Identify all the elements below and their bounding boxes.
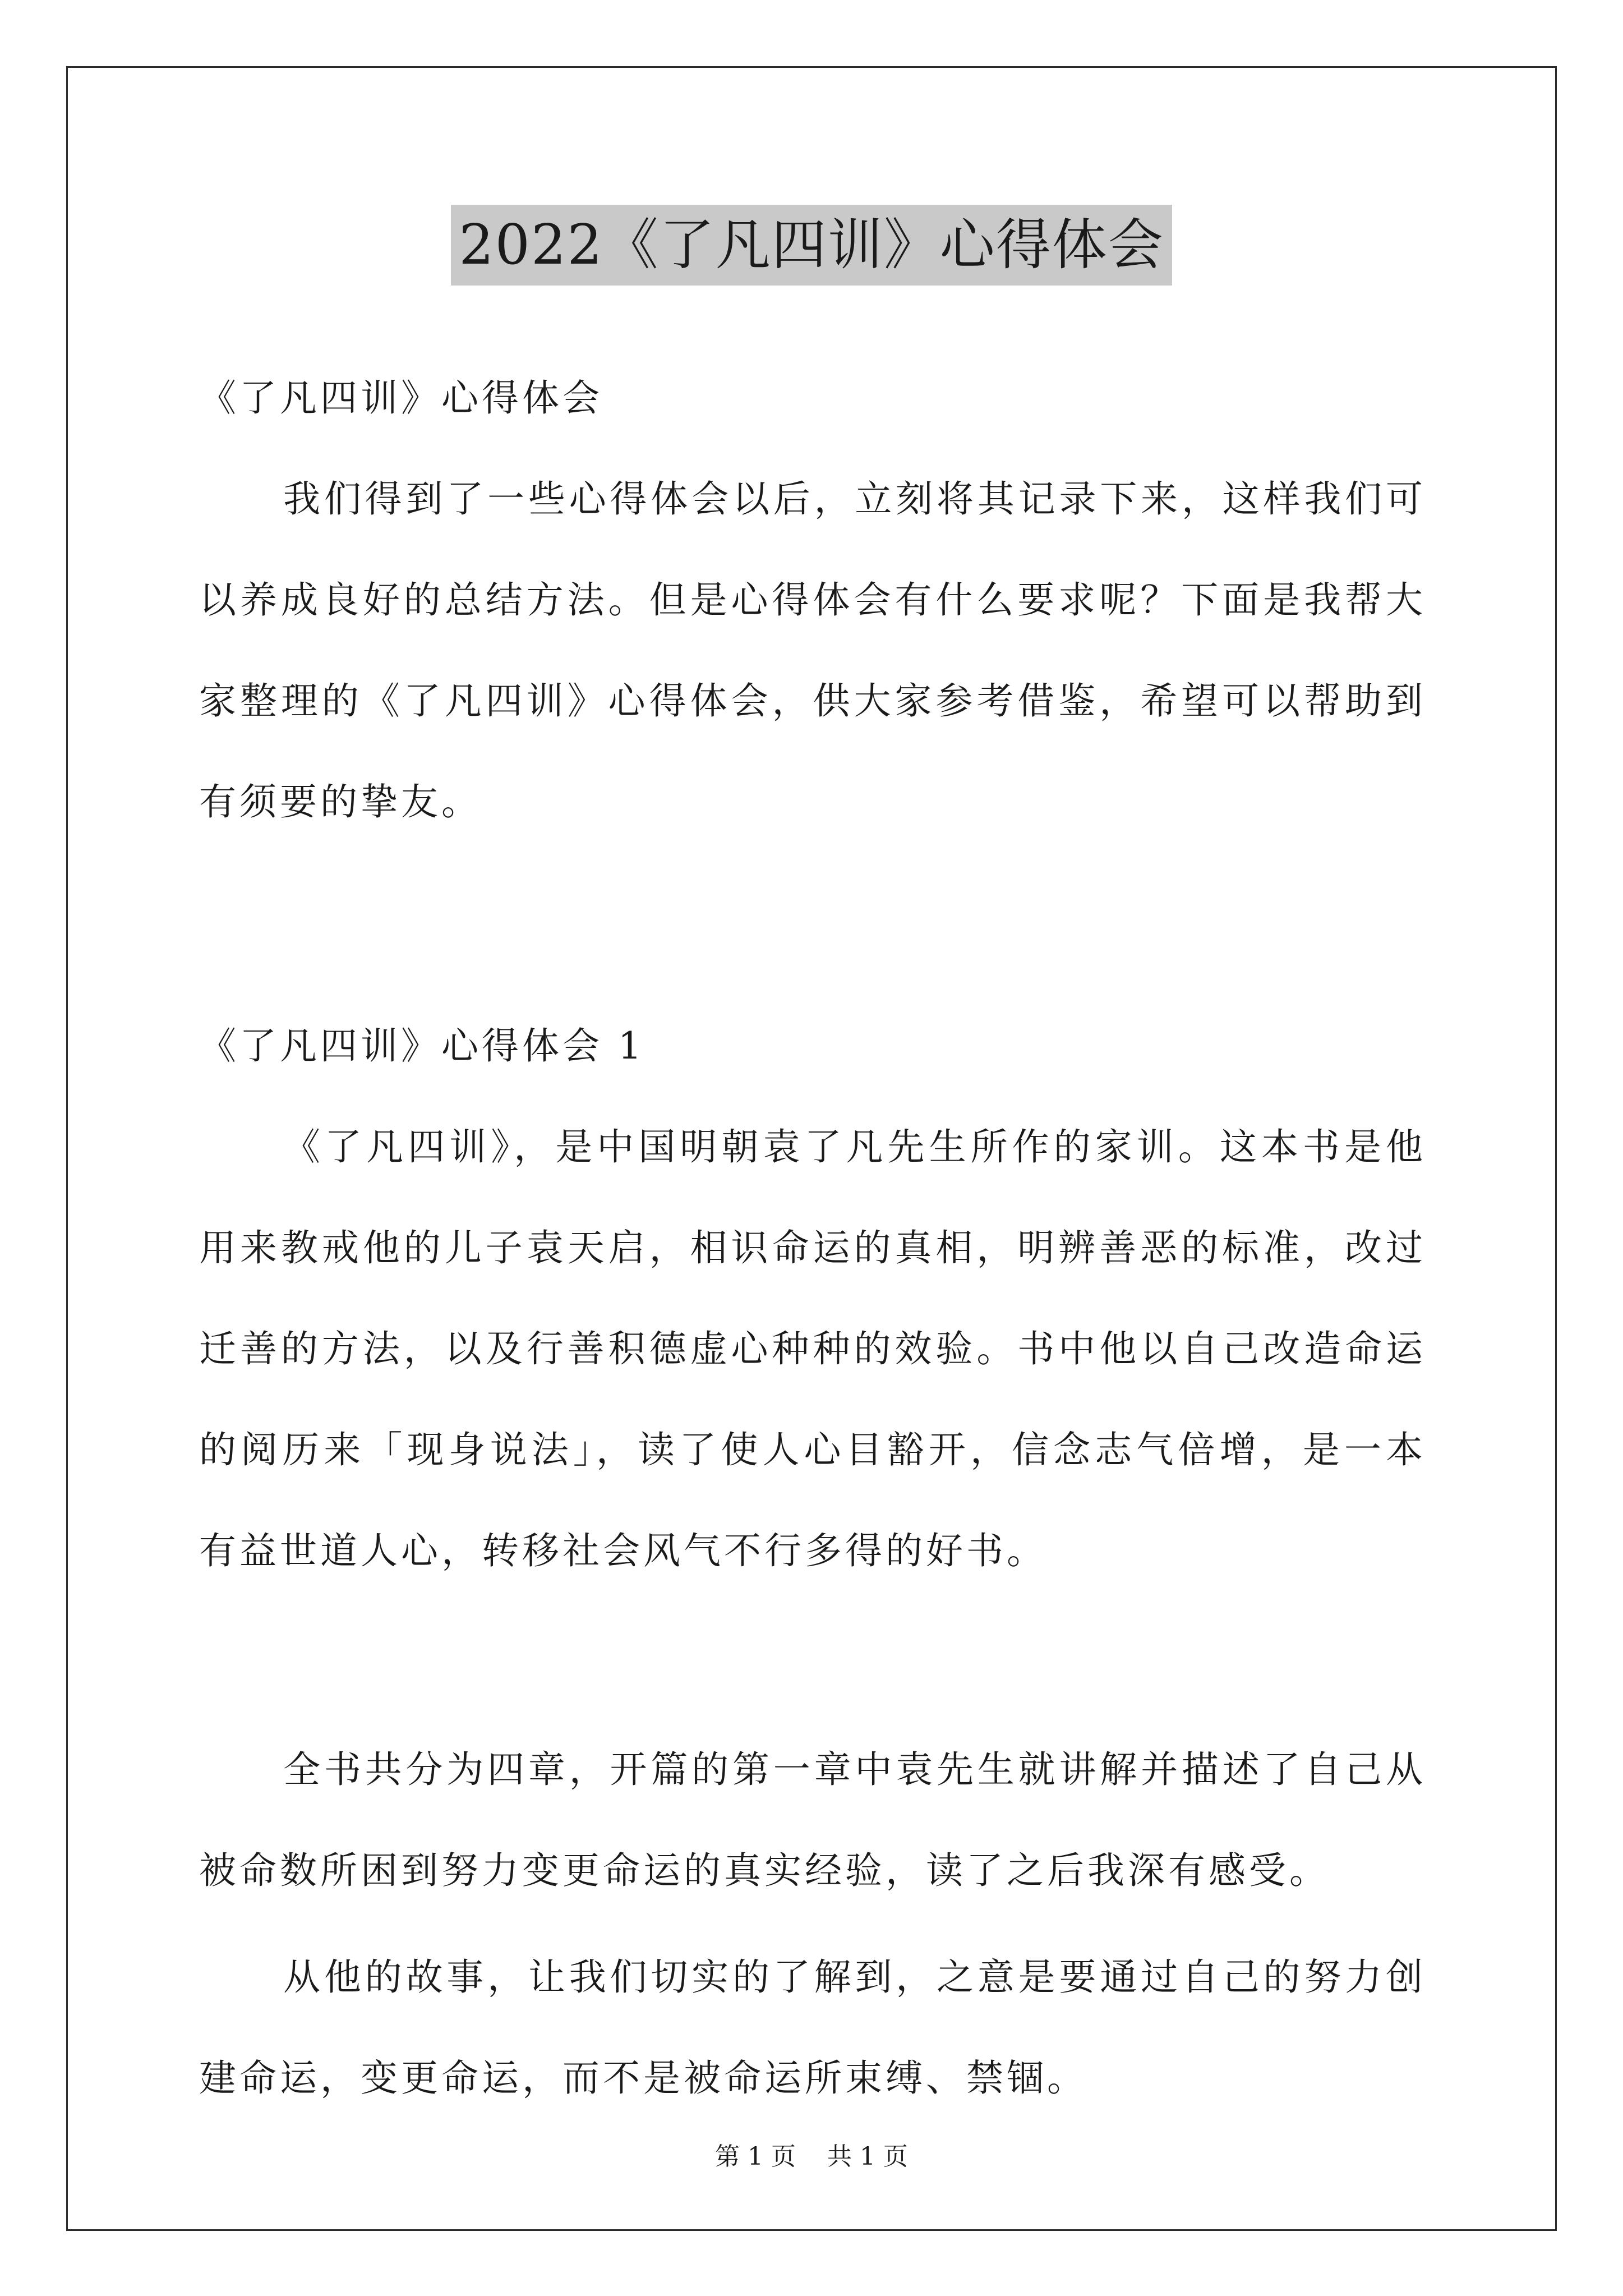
body-paragraph-1: 《了凡四训》，是中国明朝袁了凡先生所作的家训。这本书是他用来教戒他的儿子袁天启，相识命运的真相，明辨善恶的标准，改过迁善的方法，以及行善积德虚心种种的效验。书中他以自己改造命运的阅历来「现身说法」，读了使人心目豁开，信念志气倍增，是一本有益世道人心，转移社会风气不行多得的好书。 xyxy=(199,1125,1426,1572)
body-paragraph-2: 全书共分为四章，开篇的第一章中袁先生就讲解并描述了自己从被命数所困到努力变更命运的真实经验，读了之后我深有感受。 xyxy=(199,1748,1426,1892)
section-heading: 《了凡四训》心得体会 xyxy=(199,376,603,420)
body-paragraph-3: 从他的故事，让我们切实的了解到，之意是要通过自己的努力创建命运，变更命运，而不是被命运所束缚、禁锢。 xyxy=(199,1955,1426,2100)
section-heading-1: 《了凡四训》心得体会 1 xyxy=(199,1024,645,1068)
page-footer: 第 1 页 共 1 页 xyxy=(715,2142,908,2171)
title-container xyxy=(0,205,1623,286)
intro-paragraph: 我们得到了一些心得体会以后，立刻将其记录下来，这样我们可以养成良好的总结方法。但是心得体会有什么要求呢？下面是我帮大家整理的《了凡四训》心得体会，供大家参考借鉴，希望可以帮助到有须要的挚友。 xyxy=(199,477,1426,823)
document-title: 2022《了凡四训》心得体会 xyxy=(451,205,1172,286)
